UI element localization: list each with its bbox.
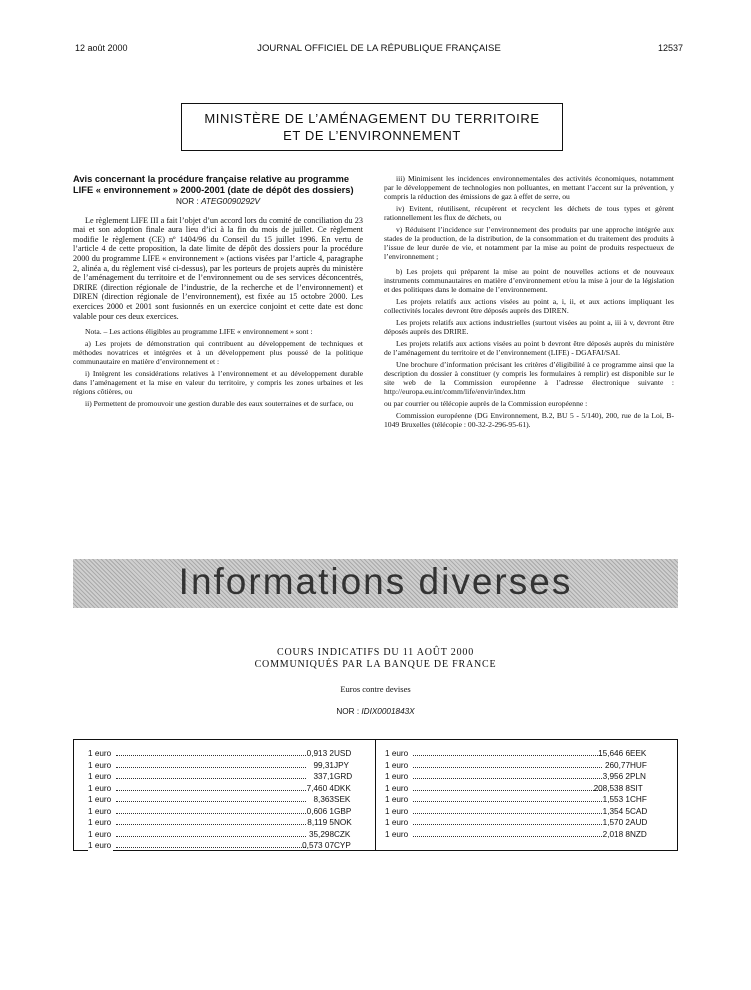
rate-value: 2,018 8 — [602, 829, 630, 839]
rate-value: 15,646 6 — [598, 749, 630, 758]
rate-value: 337,1 — [313, 772, 334, 781]
rate-label: 1 euro — [88, 749, 112, 758]
cours-title-line-1: COURS INDICATIFS DU 11 AOÛT 2000 — [276, 647, 474, 658]
rate-row — [88, 760, 362, 772]
ministry-paragraph: Les projets relatifs aux actions visées au point b devront être déposés auprès du ministère de l’aménagement du territoire et de l’environnement (LIFE) - DGAFAI/SAI. — [384, 339, 674, 357]
leader-dots — [116, 790, 306, 791]
rate-currency: CHF — [630, 795, 647, 804]
informations-banner — [73, 559, 678, 608]
leader-dots — [116, 778, 306, 779]
rate-currency: SIT — [630, 783, 643, 793]
rate-value: 35,298 — [308, 829, 334, 839]
nor-code: ATEG0090292V — [201, 197, 261, 206]
leader-dots — [116, 847, 306, 848]
rate-currency: CYP — [334, 841, 351, 850]
rate-value: 0,573 07 — [302, 841, 334, 850]
rate-currency: JPY — [334, 760, 350, 770]
rate-value: 208,538 8 — [593, 783, 630, 793]
leader-dots — [413, 778, 602, 779]
leader-dots — [413, 836, 602, 837]
rate-label: 1 euro — [88, 783, 112, 793]
rate-label: 1 euro — [88, 829, 112, 839]
rates-left-column — [88, 748, 362, 852]
rate-label: 1 euro — [385, 806, 409, 816]
rate-row — [385, 806, 658, 818]
page-header — [75, 43, 683, 59]
leader-dots — [413, 790, 602, 791]
rate-currency: USD — [334, 749, 352, 758]
rate-currency: CZK — [334, 829, 351, 839]
nota-item-ii: ii) Permettent de promouvoir une gestion durable des eaux souterraines et de surface, ou — [85, 399, 354, 409]
rate-row — [88, 783, 362, 795]
cours-nor — [0, 707, 751, 716]
rate-label: 1 euro — [385, 818, 409, 827]
rate-value: 8,119 5 — [307, 818, 334, 827]
rate-label: 1 euro — [88, 806, 112, 816]
nota-item-iii: iii) Minimisent les incidences environnementales des activités économiques, notamment par le développement de technologies non polluantes, en mettant l’accent sur la prévention, y compris la réduction des émissions de gaz à effet de serre, ou — [384, 174, 674, 201]
rate-row — [385, 783, 658, 795]
rate-row — [385, 829, 658, 841]
exchange-rates-table — [73, 739, 678, 851]
rate-row — [385, 817, 658, 829]
rate-row — [88, 817, 362, 829]
journal-title: JOURNAL OFFICIEL DE LA RÉPUBLIQUE FRANÇAISE — [257, 43, 501, 54]
ministry-line-1: MINISTÈRE DE L’AMÉNAGEMENT DU TERRITOIRE — [204, 111, 540, 126]
leader-dots — [116, 824, 306, 825]
nota-paragraph: Nota. – Les actions éligibles au programme LIFE « environnement » sont : — [85, 327, 313, 337]
leader-dots — [413, 767, 602, 768]
rate-value: 7,460 4 — [306, 783, 334, 793]
notice-title: Avis concernant la procédure française relative au programme LIFE « environnement » 2000-2001 (date de dépôt des dossiers) — [73, 174, 354, 195]
notice-nor — [73, 197, 363, 207]
rate-label: 1 euro — [385, 760, 409, 770]
page-number: 12537 — [657, 43, 683, 53]
rate-label: 1 euro — [88, 760, 112, 770]
leader-dots — [116, 801, 306, 802]
rate-currency: NOK — [334, 818, 352, 827]
rate-currency: EEK — [630, 749, 647, 758]
rate-row — [88, 829, 362, 841]
rate-row — [385, 760, 658, 772]
rate-value: 0,913 2 — [306, 749, 334, 758]
leader-dots — [116, 813, 306, 814]
nota-item-a: a) Les projets de démonstration qui contribuent au développement de techniques et méthodes novatrices et intégrées et à un développement plus poussé de la politique communautaire en matière d’environnement et : — [73, 339, 363, 367]
rate-currency: DKK — [334, 783, 351, 793]
nota-item-v: v) Réduisent l’incidence sur l’environnement des produits par une approche intégrée aux stades de la production, de la distribution, de la consommation et du traitement des produits à l’issue de leur durée de vie, et notamment par la mise au point de produits respectueux de l’environnement ; — [384, 225, 674, 261]
rate-currency: NZD — [630, 829, 647, 839]
rate-value: 8,363 — [313, 795, 334, 804]
rate-row — [88, 748, 362, 760]
right-column — [384, 174, 674, 432]
rate-value: 0,606 1 — [306, 806, 334, 816]
nor-label: NOR : — [175, 197, 199, 206]
rate-row — [385, 771, 658, 783]
rate-value: 3,956 2 — [602, 772, 630, 781]
rate-label: 1 euro — [385, 829, 409, 839]
rate-value: 260,77 — [604, 760, 630, 770]
cours-subtitle: Euros contre devises — [340, 684, 411, 694]
rate-currency: GRD — [334, 772, 353, 781]
rate-currency: AUD — [630, 818, 648, 827]
rate-row — [88, 771, 362, 783]
rate-row — [88, 840, 362, 852]
header-date: 12 août 2000 — [75, 43, 128, 53]
leader-dots — [116, 755, 306, 756]
ministry-box — [181, 103, 563, 151]
rate-label: 1 euro — [88, 818, 112, 827]
leader-dots — [116, 767, 306, 768]
rate-row — [385, 794, 658, 806]
rate-label: 1 euro — [88, 795, 112, 804]
diren-paragraph: Les projets relatifs aux actions visées au point a, i, ii, et aux actions impliquant les collectivités locales devront être déposés auprès des DIREN. — [384, 297, 674, 315]
rate-currency: HUF — [630, 760, 647, 770]
brochure-paragraph: Une brochure d’information précisant les critères d’éligibilité à ce programme ainsi que la description du dossier à constituer (y compris les formulaires à remplir) est disponible sur le site web de la Commission européenne à l’adresse électronique suivante : http://europa.eu.int/comm/life/envir/index.htm — [384, 360, 674, 396]
rate-value: 1,570 2 — [602, 818, 630, 827]
cours-nor-code: IDIX0001843X — [361, 707, 415, 716]
rate-label: 1 euro — [385, 749, 409, 758]
leader-dots — [413, 813, 602, 814]
rate-currency: GBP — [334, 806, 352, 816]
leader-dots — [413, 755, 602, 756]
rate-currency: CAD — [630, 806, 648, 816]
rate-row — [385, 748, 658, 760]
leader-dots — [413, 824, 602, 825]
ministry-line-2: ET DE L’ENVIRONNEMENT — [283, 128, 461, 143]
table-divider — [375, 740, 376, 850]
rate-label: 1 euro — [88, 841, 112, 850]
rate-label: 1 euro — [385, 772, 409, 781]
nota-item-iv: iv) Evitent, réutilisent, récupèrent et recyclent les déchets de tous types et gèrent rationnellement les flux de déchets, ou — [384, 204, 674, 222]
left-column — [73, 174, 363, 411]
rate-value: 1,553 1 — [602, 795, 630, 804]
banner-title: Informations diverses — [178, 561, 573, 602]
nota-item-b: b) Les projets qui préparent la mise au point de nouvelles actions et de nouveaux instruments communautaires en matière d’environnement et/ou la mise à jour de la législation et des politiques dans le domaine de l’environnement. — [384, 267, 674, 294]
rate-currency: SEK — [334, 795, 351, 804]
rate-value: 1,354 5 — [602, 806, 630, 816]
notice-paragraph: Le règlement LIFE III a fait l’objet d’un accord lors du comité de conciliation du 23 mai et son adoption finale aura lieu d’ici à la fin du mois de juillet. Ce règlement modifie le règlement (CE) nº 1404/96 du Conseil du 15 juillet 1996. En vertu de l’article 4 de cette proposition, la date limite de dépôt des dossiers pour la procédure 2000 du programme LIFE « environnement » (actions visées par l’article 4, paragraphe 2, alinéa a, du règlement visé ci-dessus), par les porteurs de projets auprès du ministère de l’aménagement du territoire et de l’environnement ou de ses services déconcentrés, DRIRE (direction régionale de l’industrie, de la recherche et de l’environnement) et DIREN (direction régionale de l’environnement), est fixée au 15 octobre 2000. Les exercices 2000 et 2001 sont fusionnés en un exercice conjoint et cette date est donc valable pour ces deux exercices. — [73, 215, 363, 321]
commission-address: Commission européenne (DG Environnement, B.2, BU 5 - 5/140), 200, rue de la Loi, B-1049 Bruxelles (télécopie : 00-32-2-296-95-61). — [384, 411, 674, 429]
leader-dots — [116, 836, 306, 837]
cours-nor-label: NOR : — [336, 707, 360, 716]
courrier-paragraph: ou par courrier ou télécopie auprès de la Commission européenne : — [384, 399, 588, 408]
rate-label: 1 euro — [385, 795, 409, 804]
rate-label: 1 euro — [88, 772, 112, 781]
leader-dots — [413, 801, 602, 802]
drire-paragraph: Les projets relatifs aux actions industrielles (surtout visées au point a, iii à v, devront être déposés auprès des DRIRE. — [384, 318, 674, 336]
rate-row — [88, 806, 362, 818]
rate-currency: PLN — [630, 772, 646, 781]
cours-title-line-2: COMMUNIQUÉS PAR LA BANQUE DE FRANCE — [254, 659, 497, 670]
nota-item-i: i) Intègrent les considérations relatives à l’environnement et au développement durable dans l’aménagement et la mise en valeur du territoire, y compris les zones urbaines et les régions côtières, ou — [73, 369, 363, 397]
rate-row — [88, 794, 362, 806]
rate-value: 99,31 — [313, 760, 334, 770]
rate-label: 1 euro — [385, 783, 409, 793]
rates-right-column — [385, 748, 658, 840]
